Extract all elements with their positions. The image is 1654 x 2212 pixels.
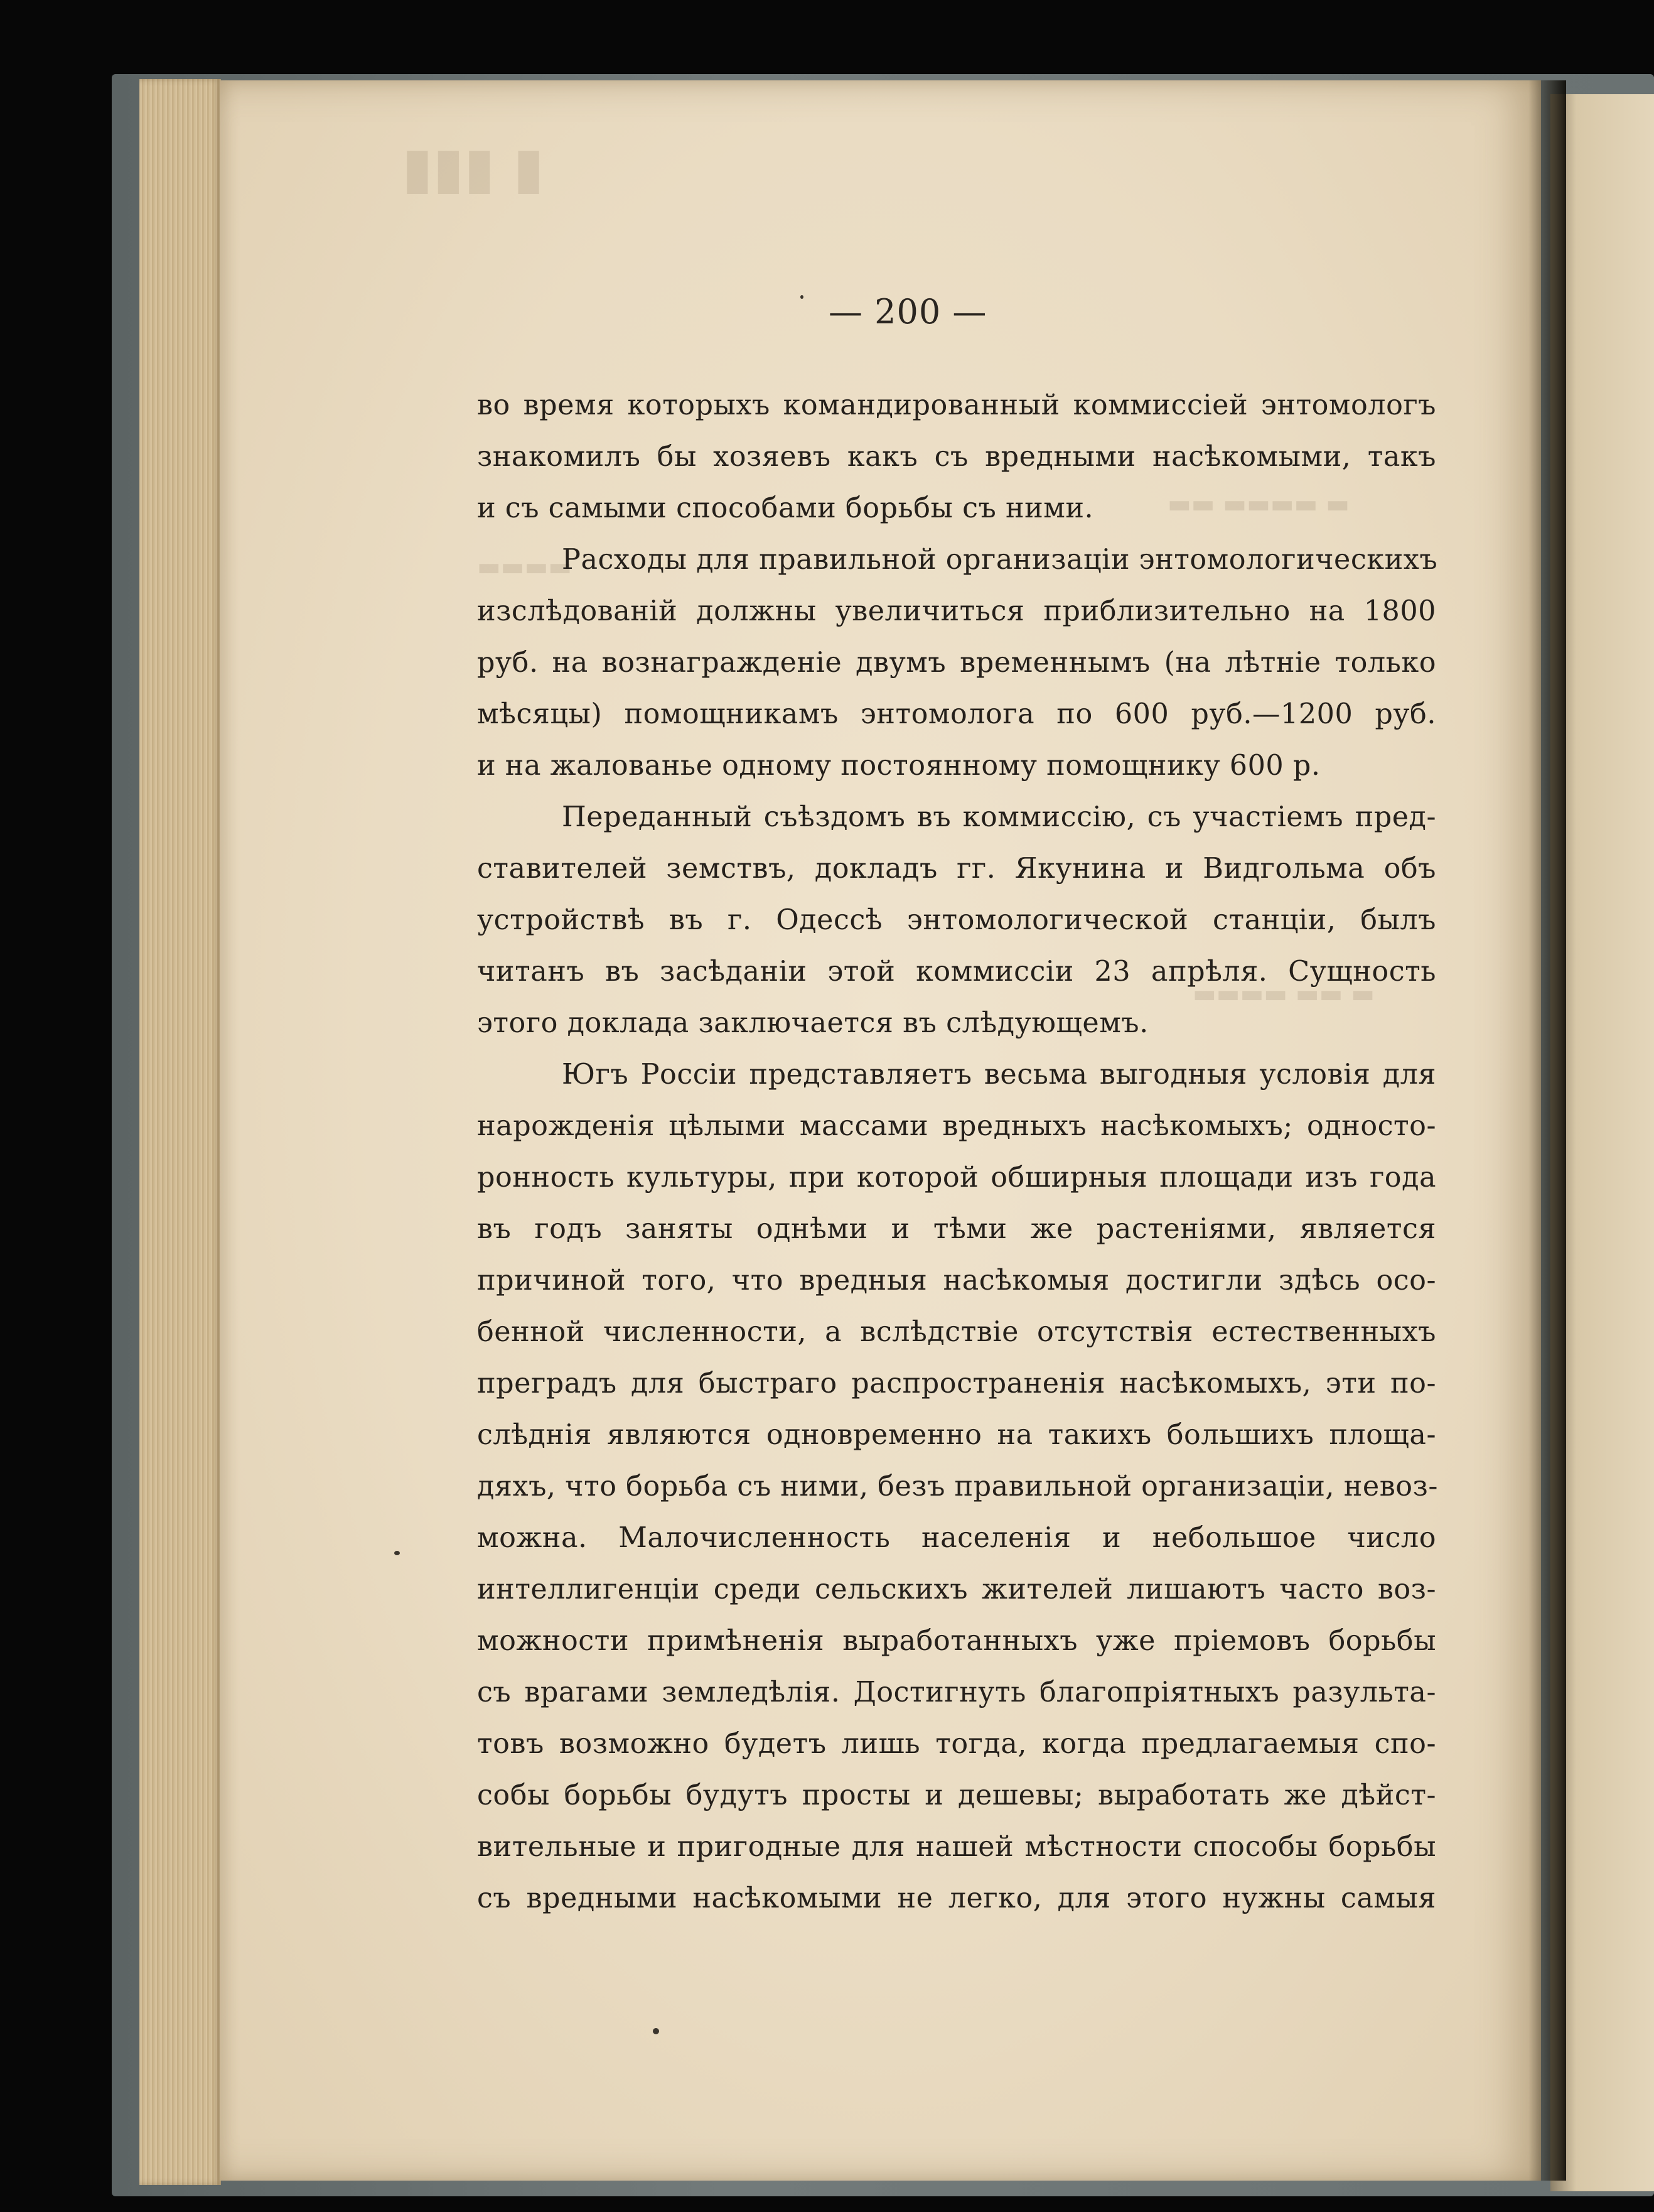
text-line: вительные и пригодные для нашей мѣстности способы борьбы [477, 1831, 1436, 1863]
show-through-mark: ▮▮▮ ▮ [402, 135, 544, 201]
text-line: причиной того, что вредныя насѣкомыя достигли здѣсь осо- [477, 1265, 1436, 1297]
text-line: преградъ для быстраго распространенія насѣкомыхъ, эти по- [477, 1368, 1436, 1400]
text-line: во время которыхъ командированный коммиссіей энтомологъ [477, 389, 1436, 421]
page-number: — 200 — [829, 292, 987, 332]
text-line: изслѣдованій должны увеличиться приблизительно на 1800 [477, 595, 1436, 627]
text-line: этого доклада заключается въ слѣдующемъ. [477, 1007, 1149, 1039]
show-through-mark: ▬▬▬▬ ▬▬ ▬ [1193, 979, 1375, 1008]
text-line: знакомилъ бы хозяевъ какъ съ вредными насѣкомыми, такъ [477, 441, 1436, 473]
text-line: ронность культуры, при которой обширныя площади изъ года [477, 1162, 1436, 1194]
text-line: съ врагами земледѣлія. Достигнуть благопріятныхъ разульта- [477, 1676, 1436, 1708]
text-line: и на жалованье одному постоянному помощнику 600 р. [477, 750, 1321, 782]
text-line: читанъ въ засѣданіи этой коммиссіи 23 апрѣля. Сущность [477, 956, 1436, 988]
text-line: бенной численности, а вслѣдствіе отсутствія естественныхъ [477, 1316, 1436, 1348]
show-through-mark: ▬▬▬▬ [477, 553, 572, 581]
text-line: товъ возможно будетъ лишь тогда, когда предлагаемыя спо- [477, 1728, 1436, 1760]
show-through-mark: ▬▬ ▬▬▬▬ ▬ [1168, 490, 1350, 519]
paragraph-first-line: Переданный съѣздомъ въ коммиссію, съ участіемъ пред- [562, 801, 1436, 833]
text-line: въ годъ заняты однѣми и тѣми же растеніями, является [477, 1213, 1436, 1245]
text-line: слѣднія являются одновременно на такихъ большихъ площа- [477, 1419, 1436, 1451]
paragraph-first-line: Югъ Россіи представляетъ весьма выгодныя условія для [562, 1059, 1436, 1091]
text-line: дяхъ, что борьба съ ними, безъ правильной организаціи, невоз- [477, 1470, 1438, 1503]
text-line: интеллигенціи среди сельскихъ жителей лишаютъ часто воз- [477, 1573, 1436, 1605]
text-line: съ вредными насѣкомыми не легко, для этого нужны самыя [477, 1882, 1436, 1914]
page-edges [139, 79, 221, 2185]
text-line: руб. на вознагражденіе двумъ временнымъ (на лѣтніе только [477, 647, 1436, 679]
text-line: собы борьбы будутъ просты и дешевы; выработать же дѣйст- [477, 1779, 1436, 1811]
text-line: нарожденія цѣлыми массами вредныхъ насѣкомыхъ; односто- [477, 1110, 1436, 1142]
paragraph-first-line: Расходы для правильной организаціи энтомологическихъ [562, 544, 1438, 576]
gutter-shadow [1528, 80, 1566, 2181]
text-line: можности примѣненія выработанныхъ уже пріемовъ борьбы [477, 1625, 1436, 1657]
text-line: можна. Малочисленность населенія и небольшое число [477, 1522, 1436, 1554]
ink-speck [800, 295, 803, 299]
text-line: ставителей земствъ, докладъ гг. Якунина и Видгольма объ [477, 853, 1436, 885]
text-line: и съ самыми способами борьбы съ ними. [477, 492, 1094, 524]
ink-speck [394, 1551, 400, 1555]
text-line: мѣсяцы) помощникамъ энтомолога по 600 руб.—1200 руб. [477, 698, 1436, 730]
ink-speck [653, 2028, 659, 2034]
text-line: устройствѣ въ г. Одессѣ энтомологической станціи, былъ [477, 904, 1436, 936]
